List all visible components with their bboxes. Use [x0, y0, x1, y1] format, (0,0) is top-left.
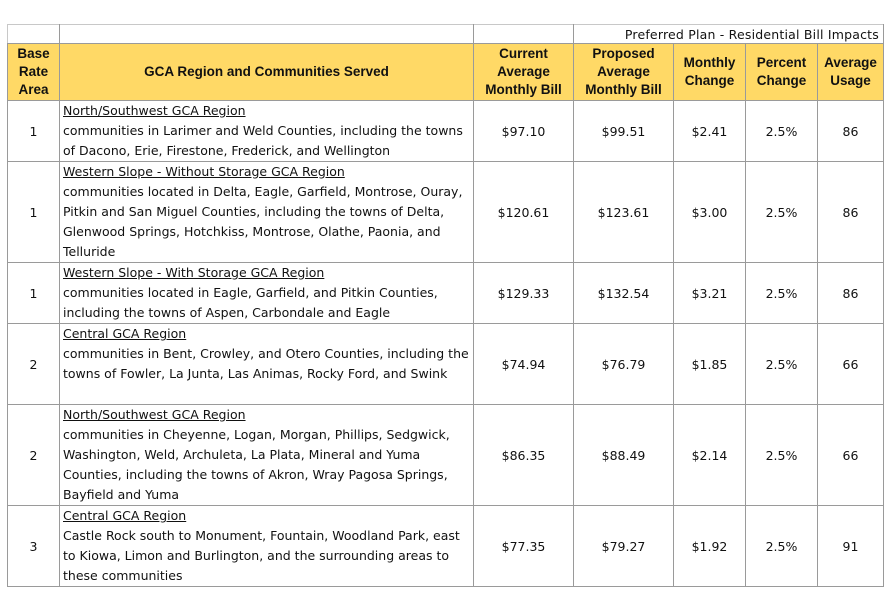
region-cell — [60, 506, 474, 587]
monthly-change-cell: $3.21 — [674, 263, 746, 324]
header-row — [8, 44, 884, 101]
monthly-change-cell: $3.00 — [674, 162, 746, 263]
region-cell — [60, 162, 474, 263]
region-title: North/Southwest GCA Region — [63, 103, 246, 118]
proposed-bill-cell: $123.61 — [574, 162, 674, 263]
header-percent-change: Percent Change — [746, 44, 818, 101]
header-current-bill: Current Average Monthly Bill — [474, 44, 574, 101]
percent-change-cell: 2.5% — [746, 101, 818, 162]
table-row — [8, 405, 884, 506]
header-monthly-change: Monthly Change — [674, 44, 746, 101]
region-cell — [60, 324, 474, 405]
region-title: Western Slope - With Storage GCA Region — [63, 265, 325, 280]
proposed-bill-cell: $88.49 — [574, 405, 674, 506]
base-rate-area-cell: 1 — [8, 101, 60, 162]
current-bill-cell: $120.61 — [474, 162, 574, 263]
average-usage-cell: 66 — [818, 324, 884, 405]
percent-change-cell: 2.5% — [746, 405, 818, 506]
header-base-rate-area: Base Rate Area — [8, 44, 60, 101]
table-row — [8, 162, 884, 263]
caption-blank-cell — [60, 25, 474, 44]
region-communities: communities in Cheyenne, Logan, Morgan, Phillips, Sedgwick, Washington, Weld, Archuleta, La Plata, Mineral and Yuma Counties, including the towns of Akron, Wray Pagosa Springs, Bayfield and Yuma — [63, 427, 450, 502]
header-proposed-bill: Proposed Average Monthly Bill — [574, 44, 674, 101]
current-bill-cell: $129.33 — [474, 263, 574, 324]
average-usage-cell: 86 — [818, 101, 884, 162]
caption-row — [8, 25, 884, 44]
average-usage-cell: 86 — [818, 162, 884, 263]
base-rate-area-cell: 1 — [8, 263, 60, 324]
monthly-change-cell: $2.14 — [674, 405, 746, 506]
percent-change-cell: 2.5% — [746, 324, 818, 405]
region-communities: communities located in Delta, Eagle, Garfield, Montrose, Ouray, Pitkin and San Miguel Counties, including the towns of Delta, Glenwood Springs, Hotchkiss, Montrose, Olathe, Paonia, and Telluride — [63, 184, 463, 259]
monthly-change-cell: $1.92 — [674, 506, 746, 587]
region-communities: communities located in Eagle, Garfield, and Pitkin Counties, including the towns of Aspen, Carbondale and Eagle — [63, 285, 438, 320]
region-cell — [60, 101, 474, 162]
base-rate-area-cell: 1 — [8, 162, 60, 263]
current-bill-cell: $77.35 — [474, 506, 574, 587]
monthly-change-cell: $2.41 — [674, 101, 746, 162]
region-communities: communities in Larimer and Weld Counties, including the towns of Dacono, Erie, Firestone, Frederick, and Wellington — [63, 123, 463, 158]
base-rate-area-cell: 2 — [8, 324, 60, 405]
region-title: North/Southwest GCA Region — [63, 407, 246, 422]
proposed-bill-cell: $79.27 — [574, 506, 674, 587]
bill-impacts-table-container — [7, 24, 884, 587]
table-row — [8, 324, 884, 405]
proposed-bill-cell: $76.79 — [574, 324, 674, 405]
header-average-usage: Average Usage — [818, 44, 884, 101]
proposed-bill-cell: $132.54 — [574, 263, 674, 324]
monthly-change-cell: $1.85 — [674, 324, 746, 405]
region-title: Western Slope - Without Storage GCA Region — [63, 164, 345, 179]
average-usage-cell: 66 — [818, 405, 884, 506]
percent-change-cell: 2.5% — [746, 263, 818, 324]
table-row — [8, 101, 884, 162]
percent-change-cell: 2.5% — [746, 162, 818, 263]
region-communities: Castle Rock south to Monument, Fountain, Woodland Park, east to Kiowa, Limon and Burlington, and the surrounding areas to these communities — [63, 528, 460, 583]
current-bill-cell: $97.10 — [474, 101, 574, 162]
proposed-bill-cell: $99.51 — [574, 101, 674, 162]
average-usage-cell: 86 — [818, 263, 884, 324]
table-row — [8, 263, 884, 324]
table-caption: Preferred Plan - Residential Bill Impacts — [574, 25, 884, 44]
region-communities: communities in Bent, Crowley, and Otero Counties, including the towns of Fowler, La Junta, Las Animas, Rocky Ford, and Swink — [63, 346, 469, 381]
base-rate-area-cell: 2 — [8, 405, 60, 506]
caption-blank-cell — [8, 25, 60, 44]
percent-change-cell: 2.5% — [746, 506, 818, 587]
region-title: Central GCA Region — [63, 508, 187, 523]
current-bill-cell: $86.35 — [474, 405, 574, 506]
table-row — [8, 506, 884, 587]
current-bill-cell: $74.94 — [474, 324, 574, 405]
base-rate-area-cell: 3 — [8, 506, 60, 587]
caption-blank-cell — [474, 25, 574, 44]
region-cell — [60, 263, 474, 324]
region-title: Central GCA Region — [63, 326, 187, 341]
average-usage-cell: 91 — [818, 506, 884, 587]
region-cell — [60, 405, 474, 506]
header-region: GCA Region and Communities Served — [60, 44, 474, 101]
bill-impacts-table — [7, 24, 884, 587]
